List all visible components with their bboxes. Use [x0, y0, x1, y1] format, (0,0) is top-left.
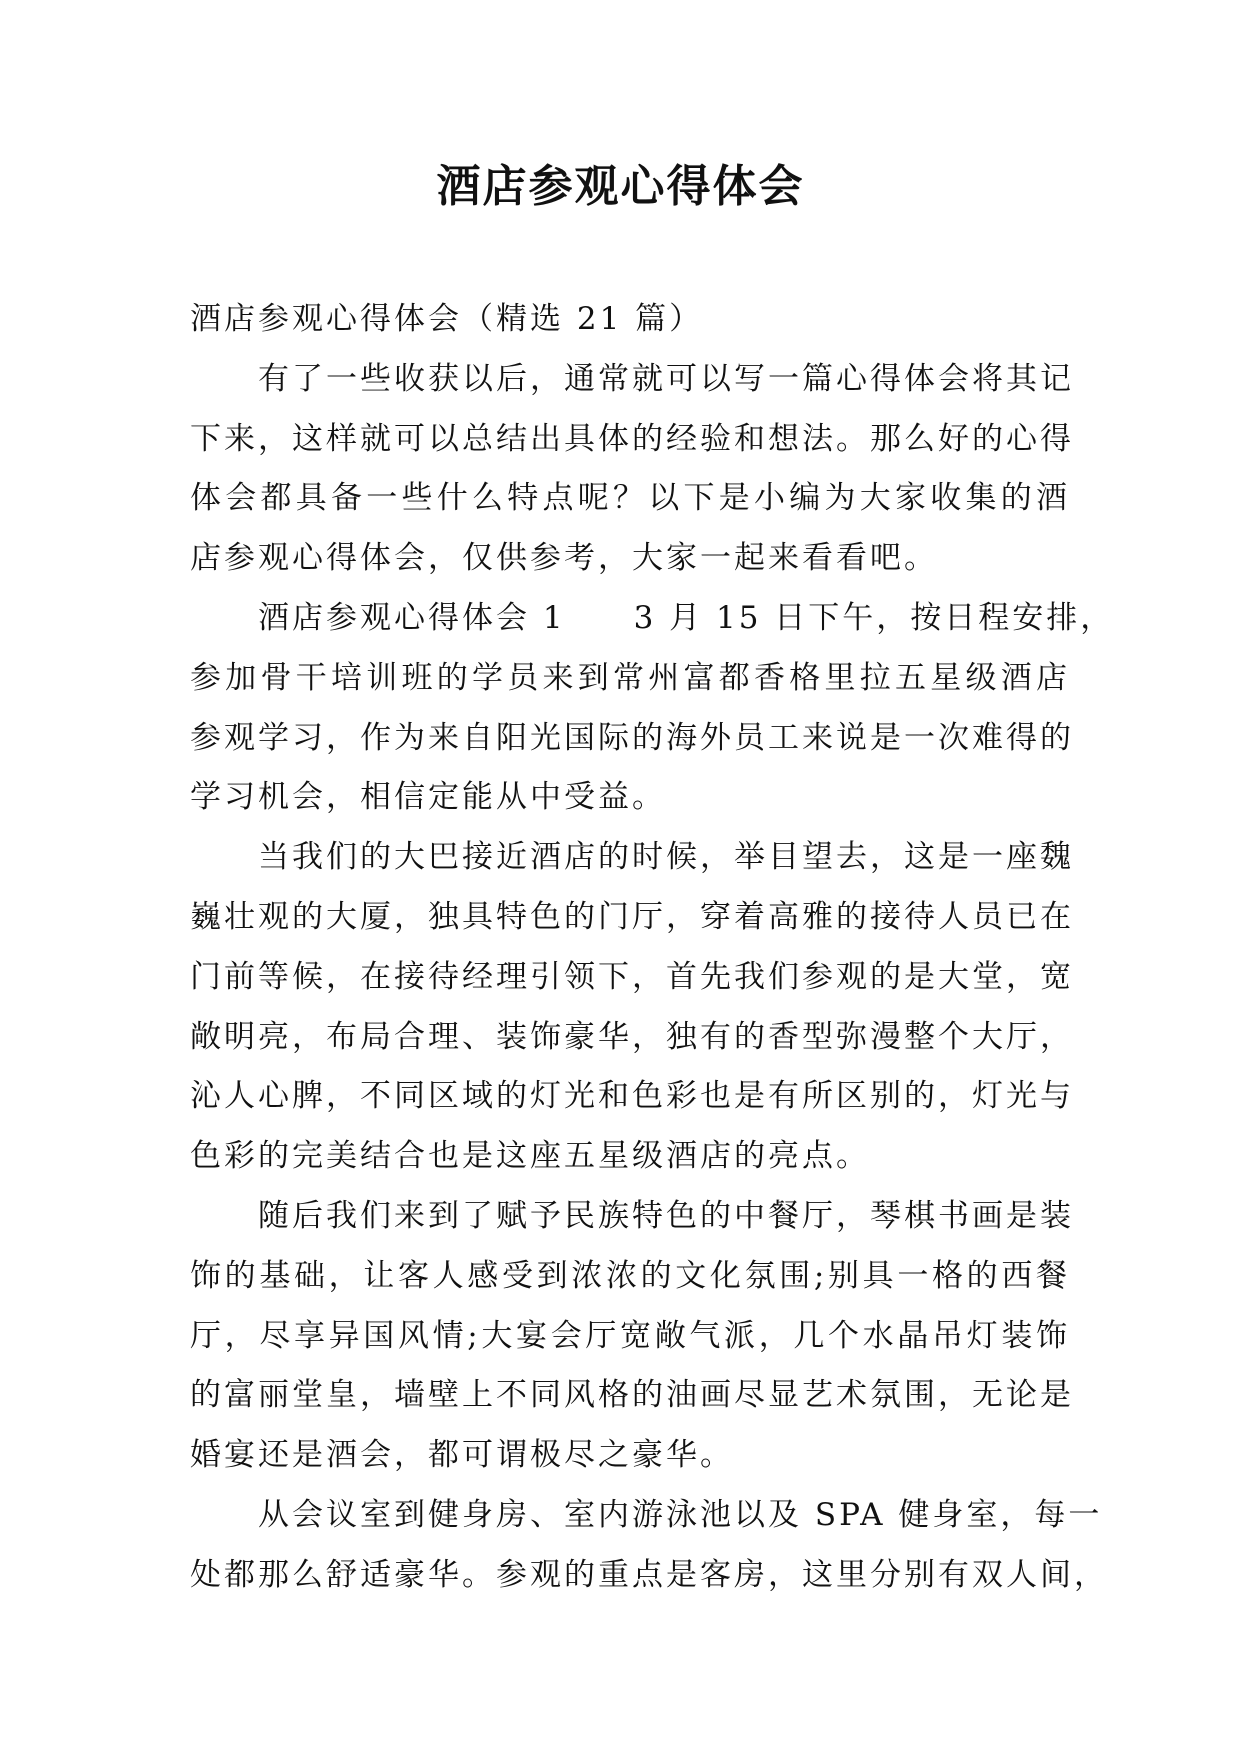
- text-line: 有了一些收获以后，通常就可以写一篇心得体会将其记: [258, 360, 1074, 397]
- text-line: 处都那么舒适豪华。参观的重点是客房，这里分别有双人间，: [190, 1556, 1108, 1593]
- text-line: 店参观心得体会，仅供参考，大家一起来看看吧。: [190, 540, 938, 577]
- text-line: 婚宴还是酒会，都可谓极尽之豪华。: [190, 1437, 734, 1474]
- text-line: 从会议室到健身房、室内游泳池以及 SPA 健身室，每一: [258, 1496, 1103, 1533]
- text-line: 巍壮观的大厦，独具特色的门厅，穿着高雅的接待人员已在: [190, 898, 1074, 935]
- text-line: 沁人心脾，不同区域的灯光和色彩也是有所区别的，灯光与: [190, 1078, 1074, 1115]
- text-line: 随后我们来到了赋予民族特色的中餐厅，琴棋书画是装: [258, 1197, 1074, 1234]
- document-body: [190, 290, 1115, 1606]
- text-line: 饰的基础，让客人感受到浓浓的文化氛围;别具一格的西餐: [190, 1257, 1070, 1294]
- text-line: 下来，这样就可以总结出具体的经验和想法。那么好的心得: [190, 420, 1074, 457]
- text-line: 参观学习，作为来自阳光国际的海外员工来说是一次难得的: [190, 719, 1074, 756]
- text-line: 门前等候，在接待经理引领下，首先我们参观的是大堂，宽: [190, 958, 1074, 995]
- text-line: 色彩的完美结合也是这座五星级酒店的亮点。: [190, 1138, 870, 1175]
- text-line: 厅，尽享异国风情;大宴会厅宽敞气派，几个水晶吊灯装饰: [190, 1317, 1070, 1354]
- text-line: 学习机会，相信定能从中受益。: [190, 779, 666, 816]
- text-line: 体会都具备一些什么特点呢？以下是小编为大家收集的酒: [190, 480, 1070, 517]
- text-line: 敞明亮，布局合理、装饰豪华，独有的香型弥漫整个大厅，: [190, 1018, 1074, 1055]
- document-title: 酒店参观心得体会: [436, 161, 805, 212]
- text-line: 酒店参观心得体会 1 3 月 15 日下午，按日程安排，: [258, 599, 1115, 636]
- text-line: 当我们的大巴接近酒店的时候，举目望去，这是一座魏: [258, 839, 1074, 876]
- subtitle-line: 酒店参观心得体会（精选 21 篇）: [190, 301, 704, 337]
- text-line: 参加骨干培训班的学员来到常州富都香格里拉五星级酒店: [190, 659, 1070, 696]
- text-line: 的富丽堂皇，墙壁上不同风格的油画尽显艺术氛围，无论是: [190, 1377, 1074, 1414]
